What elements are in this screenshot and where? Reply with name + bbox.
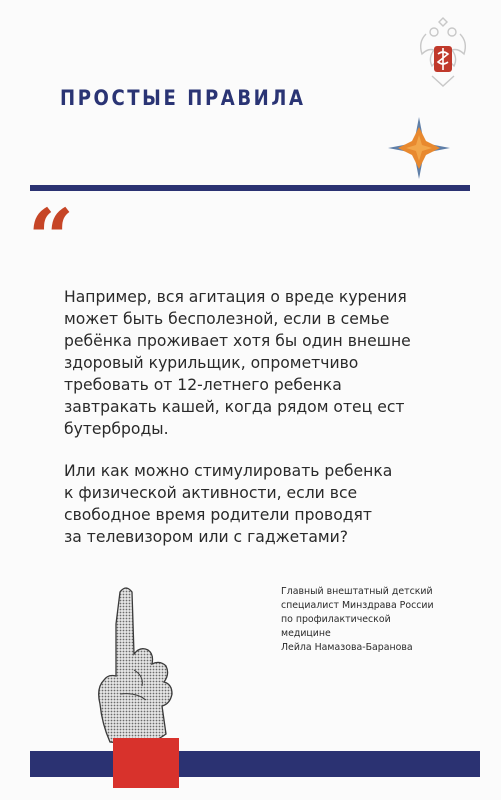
quote-paragraph-1: Например, вся агитация о вреде курения может быть бесполезной, если в семье ребёнка проживает хотя бы один внешне здоровый курильщик, опрометчиво требовать от 12-летнего ребенка завтракать кашей, когда рядом отец ест бутерброды.: [64, 288, 411, 438]
top-divider: [30, 185, 470, 191]
quote-mark-icon: “: [28, 191, 75, 285]
page-title: ПРОСТЫЕ ПРАВИЛА: [60, 86, 306, 110]
quote-paragraph-2: Или как можно стимулировать ребенка к физической активности, если все свободное время родители проводят за телевизором или с гаджетами?: [64, 462, 393, 546]
quote-attribution: Главный внештатный детский специалист Минздрава России по профилактической медицине Лейла Намазова-Баранова: [281, 586, 434, 653]
compass-star-icon: [388, 117, 450, 179]
red-sleeve-cuff: [113, 738, 179, 788]
bottom-band: [30, 751, 480, 777]
ministry-coat-of-arms-icon: [414, 12, 472, 90]
